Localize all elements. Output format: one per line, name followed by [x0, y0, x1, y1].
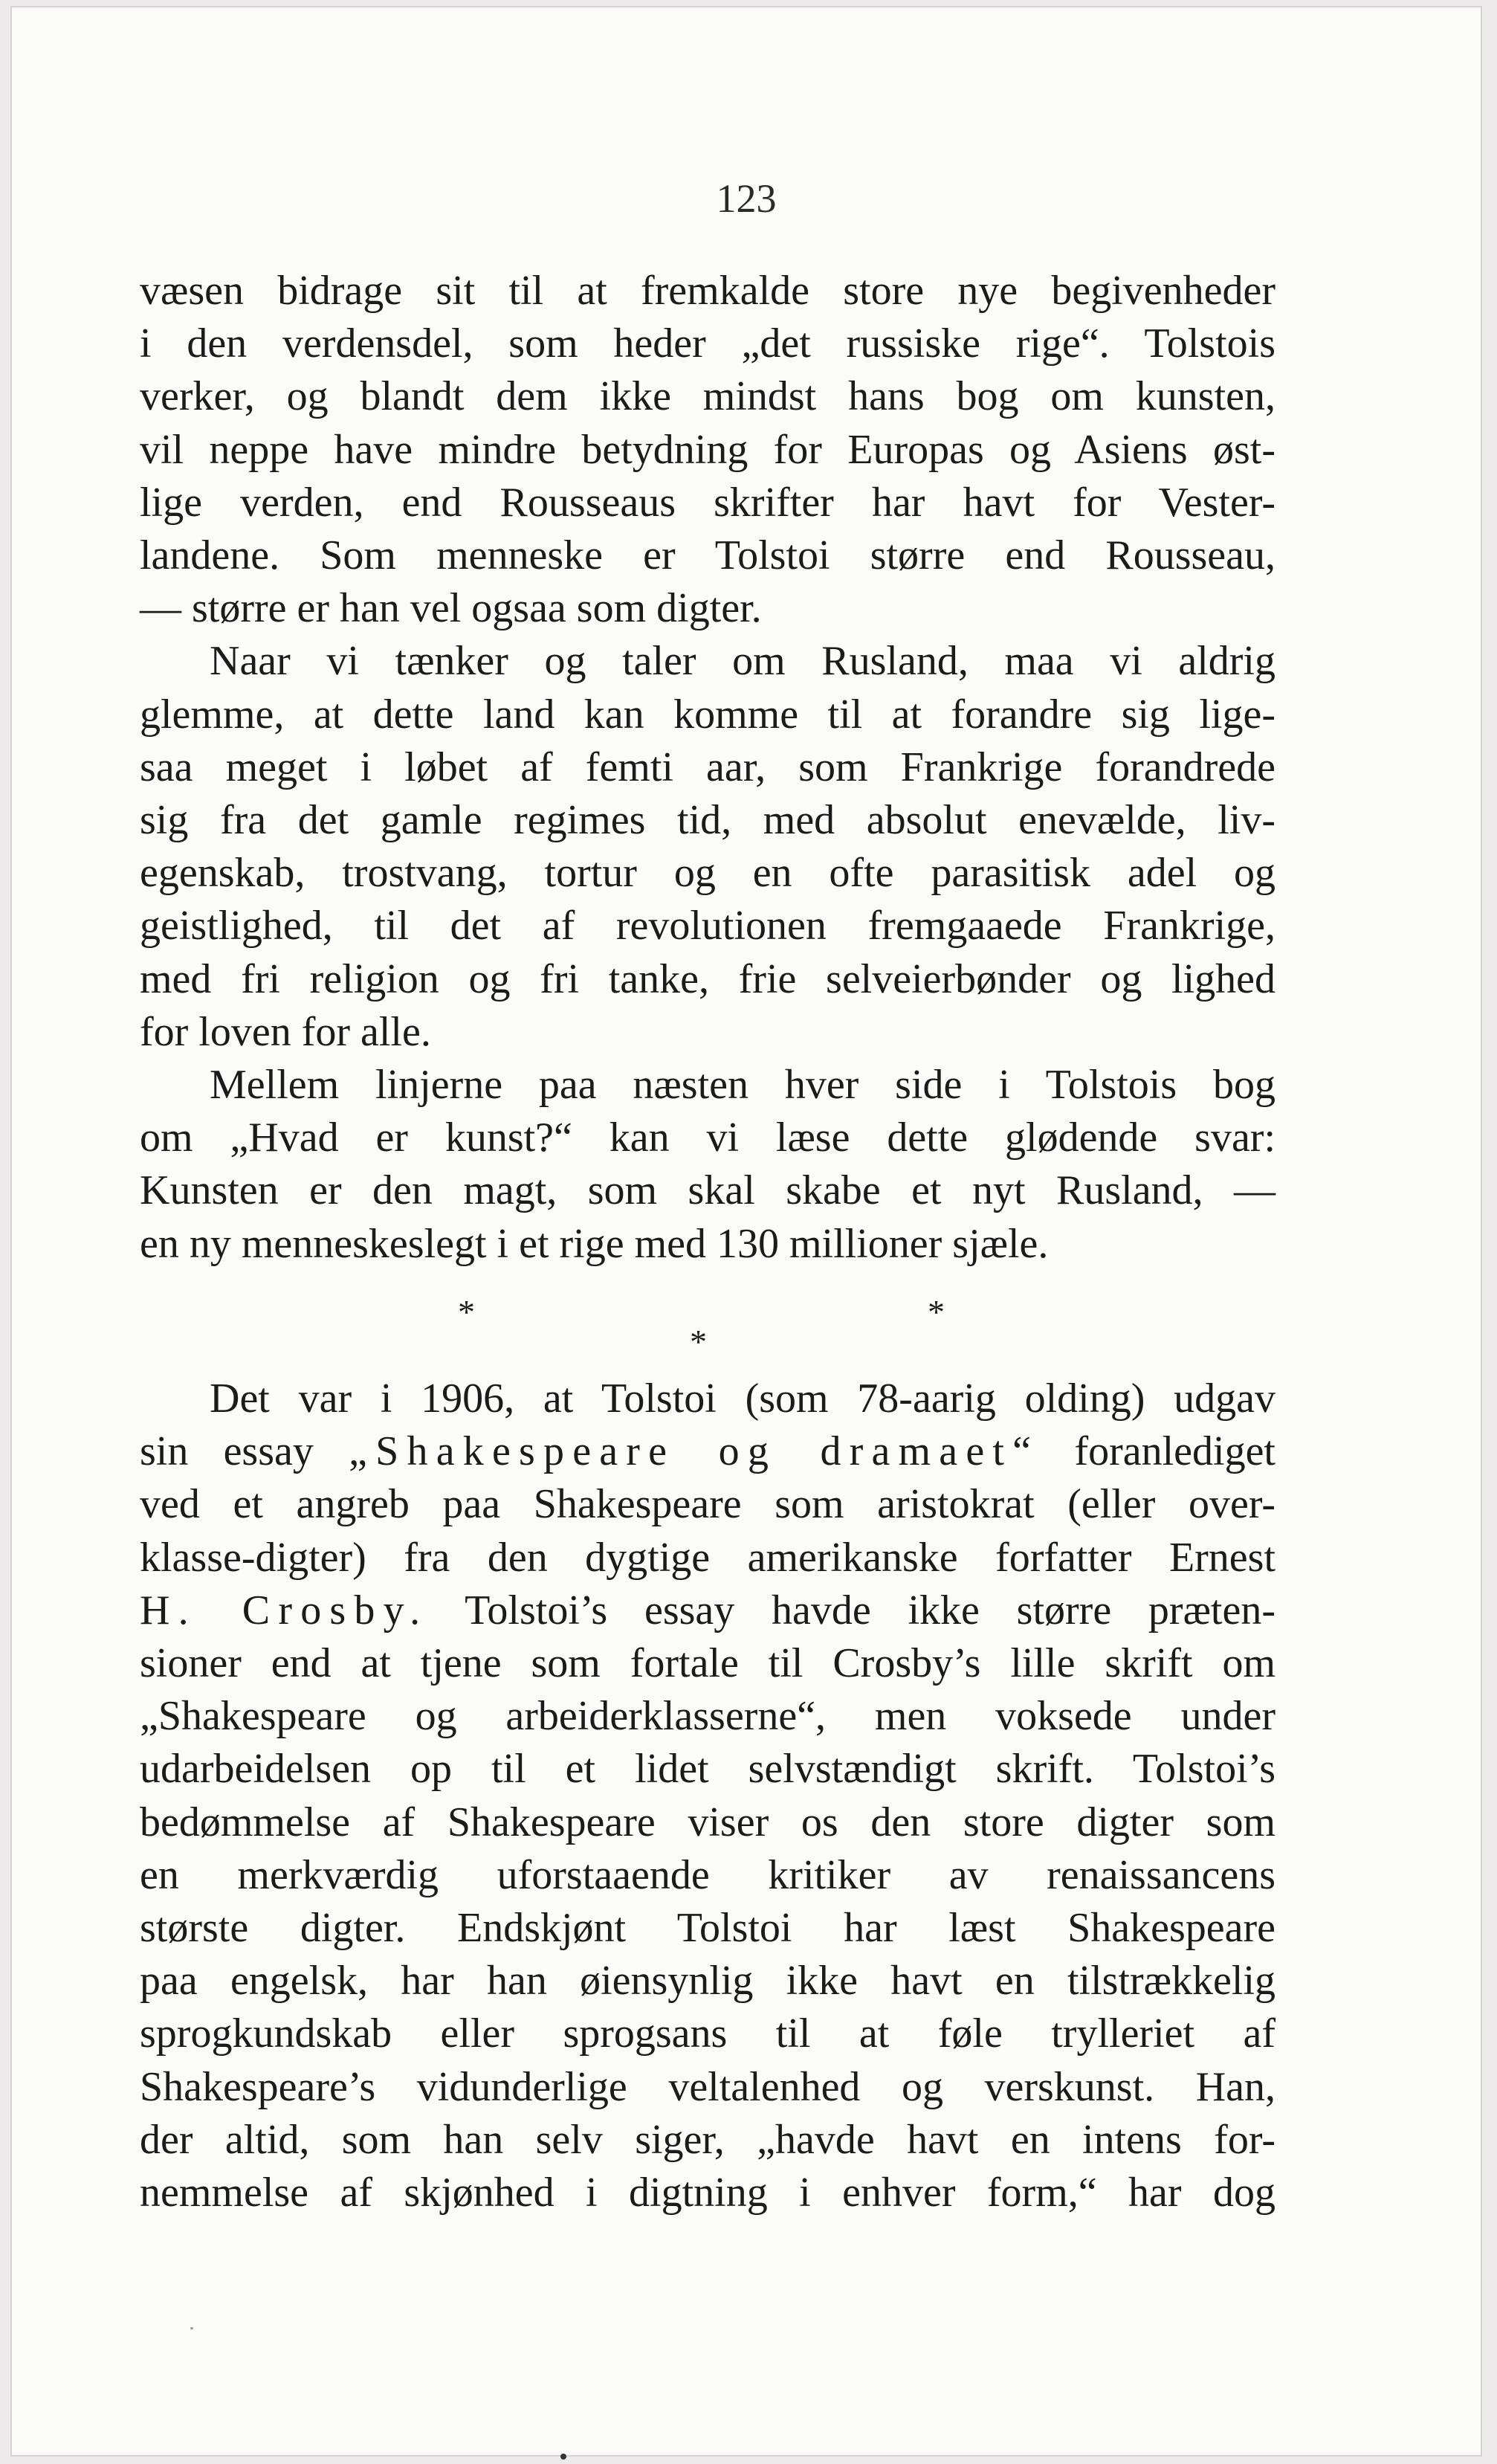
paragraph [140, 1373, 1275, 2219]
ink-speck [560, 2454, 566, 2460]
asterisk-icon: * [928, 1293, 945, 1331]
author-name: H. Crosby. [140, 1587, 429, 1633]
text-line: sin essay „Shakespeare og dramaet“ foranlediget [140, 1428, 1275, 1475]
text-block-lower [140, 1373, 1275, 2219]
text-line: sprogkundskab eller sprogsans til at føle trylleriet af [140, 2010, 1275, 2057]
paragraph [140, 1059, 1275, 1271]
text-line: væsen bidrage sit til at fremkalde store nye begivenheder [140, 268, 1275, 314]
text-line: Shakespeare’s vidunderlige veltalenhed og verskunst. Han, [140, 2063, 1275, 2110]
text-line: lige verden, end Rousseaus skrifter har havt for Vester- [140, 479, 1275, 526]
text-line: vil neppe have mindre betydning for Europas og Asiens øst- [140, 426, 1275, 473]
text-line: i den verdensdel, som heder „det russiske rige“. Tolstois [140, 320, 1275, 367]
text-line: verker, og blandt dem ikke mindst hans bog om kunsten, [140, 373, 1275, 420]
text-line: saa meget i løbet af femti aar, som Frankrige forandrede [140, 744, 1275, 790]
text-line: der altid, som han selv siger, „havde havt en intens for- [140, 2116, 1275, 2163]
text-line: landene. Som menneske er Tolstoi større end Rousseau, [140, 532, 1275, 579]
text-line: sig fra det gamle regimes tid, med absolut enevælde, liv- [140, 797, 1275, 844]
text-line: egenskab, trostvang, tortur og en ofte parasitisk adel og [140, 850, 1275, 897]
asterisk-icon: * [458, 1293, 475, 1331]
text-line: udarbeidelsen op til et lidet selvstændigt skrift. Tolstoi’s [140, 1746, 1275, 1793]
essay-title: „Shakespeare og dramaet“ [349, 1428, 1040, 1475]
text-line: „Shakespeare og arbeiderklasserne“, men voksede under [140, 1693, 1275, 1740]
text-line: største digter. Endskjønt Tolstoi har læst Shakespeare [140, 1905, 1275, 1952]
text-line: H. Crosby. Tolstoi’s essay havde ikke større præten- [140, 1587, 1275, 1633]
text-line: Det var i 1906, at Tolstoi (som 78-aarig olding) udgav [210, 1375, 1275, 1422]
text-line: paa engelsk, har han øiensynlig ikke havt en tilstrækkelig [140, 1958, 1275, 2005]
text-line: glemme, at dette land kan komme til at forandre sig lige- [140, 691, 1275, 738]
text-line: Kunsten er den magt, som skal skabe et nyt Rusland, — [140, 1167, 1275, 1214]
text-line: med fri religion og fri tanke, frie selveierbønder og lighed [140, 955, 1275, 1002]
section-break [12, 1292, 1484, 1374]
text-line: ved et angreb paa Shakespeare som aristokrat (eller over- [140, 1481, 1275, 1528]
text-line: sioner end at tjene som fortale til Crosby’s lille skrift om [140, 1640, 1275, 1687]
text-line: en ny menneskeslegt i et rige med 130 millioner sjæle. [140, 1220, 1049, 1267]
text-line: — større er han vel ogsaa som digter. [140, 585, 762, 632]
book-page [10, 6, 1482, 2457]
text-line: Naar vi tænker og taler om Rusland, maa vi aldrig [210, 638, 1275, 685]
text-line: nemmelse af skjønhed i digtning i enhver form,“ har dog [140, 2170, 1275, 2216]
text-block-upper [140, 265, 1275, 1271]
text-line: klasse-digter) fra den dygtige amerikanske forfatter Ernest [140, 1534, 1275, 1581]
paragraph [140, 635, 1275, 1059]
text-line: bedømmelse af Shakespeare viser os den store digter som [140, 1799, 1275, 1845]
page-number: 123 [716, 176, 777, 221]
text-line: geistlighed, til det af revolutionen fremgaaede Frankrige, [140, 903, 1275, 949]
text-line: en merkværdig uforstaaende kritiker av renaissancens [140, 1851, 1275, 1898]
asterisk-icon: * [690, 1323, 707, 1361]
text-line: Mellem linjerne paa næsten hver side i Tolstois bog [210, 1062, 1275, 1109]
paragraph [140, 265, 1275, 635]
ink-speck [190, 2327, 193, 2329]
text-line: for loven for alle. [140, 1008, 431, 1055]
text-line: om „Hvad er kunst?“ kan vi læse dette glødende svar: [140, 1115, 1275, 1161]
